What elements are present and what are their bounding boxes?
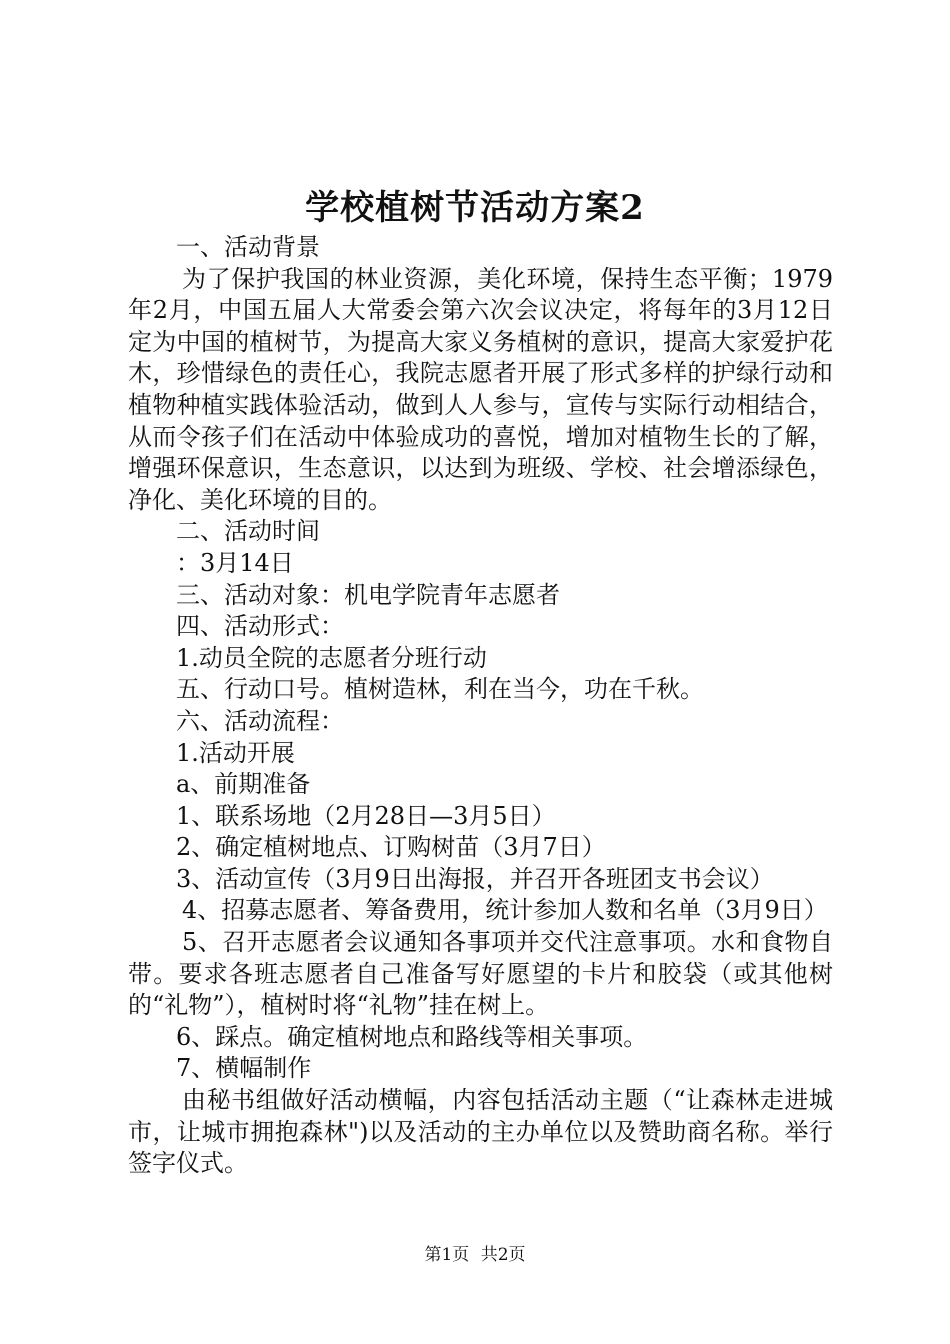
page-footer — [0, 1244, 950, 1266]
section-heading-target: 三、活动对象：机电学院青年志愿者 — [176, 580, 560, 609]
paragraph-background: 为了保护我国的林业资源，美化环境，保持生态平衡；1979年2月，中国五届人大常委会第六次会议决定，将每年的3月12日定为中国的植树节，为提高大家义务植树的意识，提高大家爱护花木，珍惜绿色的责任心，我院志愿者开展了形式多样的护绿行动和植物种植实践体验活动，做到人人参与，宣传与实际行动相结合，从而令孩子们在活动中体验成功的喜悦，增加对植物生长的了解，增强环保意识，生态意识，以达到为班级、学校、社会增添绿色，净化、美化环境的目的。 — [128, 264, 833, 514]
page-number-total: 共2页 — [480, 1245, 526, 1265]
document-body — [128, 232, 833, 1180]
paragraph-banner: 由秘书组做好活动横幅，内容包括活动主题（“让森林走进城市，让城市拥抱森林")以及活动的主办单位以及赞助商名称。举行签字仪式。 — [128, 1086, 833, 1178]
list-item: 5、召开志愿者会议通知各事项并交代注意事项。水和食物自带。要求各班志愿者自己准备写好愿望的卡片和胶袋（或其他树的“礼物”），植树时将“礼物”挂在树上。 — [128, 928, 833, 1020]
list-item: a、前期准备 — [176, 770, 311, 799]
list-item: 3、活动宣传（3月9日出海报，并召开各班团支书会议） — [176, 864, 774, 893]
page-number-current: 第1页 — [424, 1245, 470, 1265]
section-heading-background: 一、活动背景 — [176, 233, 320, 261]
list-item: 6、踩点。确定植树地点和路线等相关事项。 — [176, 1022, 648, 1051]
list-item: 7、横幅制作 — [176, 1054, 312, 1083]
paragraph-form: 1.动员全院的志愿者分班行动 — [176, 643, 487, 672]
list-item: 1.活动开展 — [176, 738, 295, 767]
document-title: 学校植树节活动方案2 — [305, 188, 645, 228]
list-item: 4、招募志愿者、筹备费用，统计参加人数和名单（3月9日） — [182, 896, 828, 925]
list-item: 1、联系场地（2月28日—3月5日） — [176, 801, 556, 830]
section-heading-slogan: 五、行动口号。植树造林，利在当今，功在千秋。 — [176, 675, 704, 704]
section-heading-process: 六、活动流程： — [176, 706, 344, 735]
paragraph-time: ：3月14日 — [176, 548, 294, 577]
list-item: 2、确定植树地点、订购树苗（3月7日） — [176, 833, 606, 862]
section-heading-form: 四、活动形式： — [176, 612, 344, 641]
section-heading-time: 二、活动时间 — [176, 517, 320, 546]
